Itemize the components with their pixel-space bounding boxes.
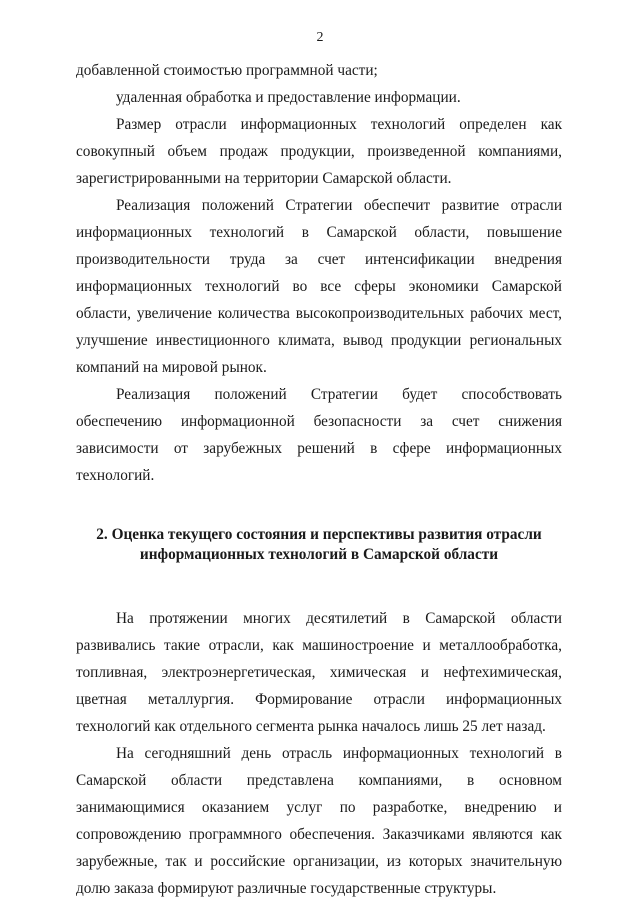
paragraph: Реализация положений Стратегии обеспечит развитие отрасли информационных технологий в Самарской области, повышение производительности труда за счет интенсификации внедрения информационных технологий во все сферы экономики Самарской области, увеличение количества высокопроизводительных рабочих мест, улучшение инвестиционного климата, вывод продукции региональных компаний на мировой рынок.: [76, 197, 562, 376]
paragraph: удаленная обработка и предоставление информации.: [116, 89, 461, 106]
section-heading: [76, 525, 562, 565]
document-body: [76, 57, 562, 902]
paragraph: На сегодняшний день отрасль информационных технологий в Самарской области представлена компаниями, в основном занимающимися оказанием услуг по разработке, внедрению и сопровождению программного обеспечения. Заказчиками являются как зарубежные, так и российские организации, из которых значительную долю заказа формируют различные государственные структуры.: [76, 745, 562, 897]
paragraph: На протяжении многих десятилетий в Самарской области развивались такие отрасли, как машиностроение и металлообработка, топливная, электроэнергетическая, химическая и нефтехимическая, цветная металлургия. Формирование отрасли информационных технологий как отдельного сегмента рынка началось лишь 25 лет назад.: [76, 610, 562, 735]
paragraph: Реализация положений Стратегии будет способствовать обеспечению информационной безопасности за счет снижения зависимости от зарубежных решений в сфере информационных технологий.: [76, 386, 562, 484]
section-heading-line: 2. Оценка текущего состояния и перспективы развития отрасли: [96, 526, 542, 543]
section-heading-line: информационных технологий в Самарской области: [139, 546, 499, 563]
paragraph: Размер отрасли информационных технологий определен как совокупный объем продаж продукции, произведенной компаниями, зарегистрированными на территории Самарской области.: [76, 116, 562, 187]
paragraph: добавленной стоимостью программной части;: [76, 62, 378, 79]
page-number: 2: [316, 30, 324, 45]
